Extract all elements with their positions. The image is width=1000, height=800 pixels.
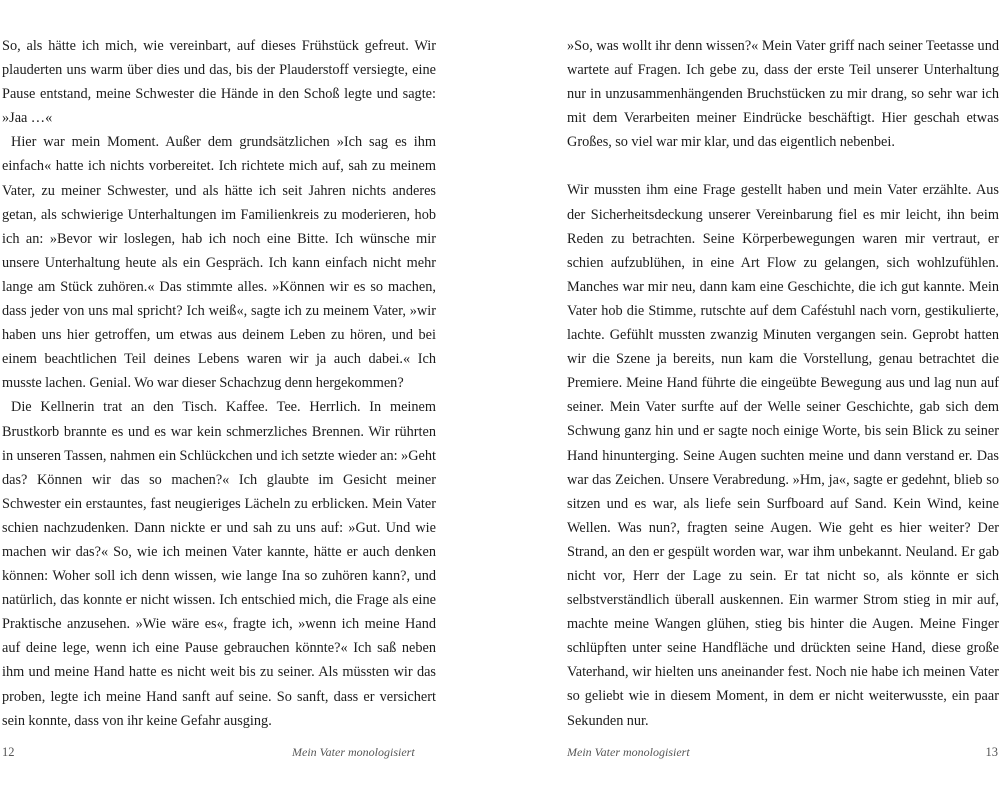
paragraph: Hier war mein Moment. Außer dem grundsätzlichen »Ich sag es ihm einfach« hatte ich nichts vorbereitet. Ich richtete mich auf, sah zu meinem Vater, zu meiner Schwester, und als hätte ich seit Jahren nichts anderes getan, als schwierige Unterhaltungen im Familienkreis zu moderieren, hob ich an: »Bevor wir loslegen, hab ich noch eine Bitte. Ich wünsche mir unsere Unterhaltung heute als ein Gespräch. Ich kann einfach nicht mehr lange am Stück zuhören.« Das stimmte alles. »Können wir es so machen, dass jeder von uns mal spricht? Ich weiß«, sagte ich zu meinem Vater, »wir haben uns hier getroffen, um etwas aus deinem Leben zu hören, und bei einem beachtlichen Teil deines Lebens waren wir ja auch dabei.« Ich musste lachen. Genial. Wo war dieser Schachzug denn hergekommen? [2, 134, 436, 392]
running-head: Mein Vater monologisiert [292, 745, 415, 759]
paragraph: »So, was wollt ihr denn wissen?« Mein Vater griff nach seiner Teetasse und wartete auf Fragen. Ich gebe zu, dass der erste Teil unserer Unterhaltung nur in unzusammenhängenden Bruchstücken zu mir drang, so sehr war ich mit dem Verarbeiten meiner Eindrücke beschäftigt. Hier geschah etwas Großes, so viel war mir klar, und das eigentlich nebenbei. [567, 38, 999, 151]
paragraph: Wir mussten ihm eine Frage gestellt haben und mein Vater erzählte. Aus der Sicherheitsdeckung unserer Vereinbarung fiel es mir leicht, ihn beim Reden zu betrachten. Seine Körperbewegungen waren mir vertraut, er schien aufzublühen, in eine Art Flow zu gelangen, sich wohlzufühlen. Manches war mir neu, dann kam eine Geschichte, die ich gut kannte. Mein Vater hob die Stimme, rutschte auf dem Caféstuhl nach vorn, gestikulierte, lachte. Gefühlt mussten zwanzig Minuten vergangen sein. Geprobt hatten wir die Szene ja bereits, nun kam die Vorstellung, genau betrachtet die Premiere. Meine Hand führte die eingeübte Bewegung aus und lag nun auf seiner. Mein Vater surfte auf der Welle seiner Geschichte, gab sich dem Schwung ganz hin und er sagte noch einige Worte, bis sein Blick zu seiner Hand hinunterging. Seine Augen suchten meine und dann verstand er. Das war das Zeichen. Unsere Verabredung. »Hm, ja«, sagte er gedehnt, blieb so sitzen und es war, als liefe sein Surfboard auf Sand. Kein Wind, keine Wellen. Was nun?, fragten seine Augen. Wie geht es hier weiter? Der Strand, an den er gespült worden war, war ihm unbekannt. Neuland. Er gab nicht vor, Herr der Lage zu sein. Er tat nicht so, als könnte er sich selbstverständlich überall auskennen. Ein warmer Strom stieg in mir auf, machte meine Wangen glühen, stieg bis hinter die Augen. Meine Finger schlüpften unter seine Handfläche und drückten seine Hand, diese große Vaterhand, wir hielten uns aneinander fest. Noch nie habe ich meinen Vater so geliebt wie in diesem Moment, in dem er nicht weiterwusste, ein paar Sekunden nur. [567, 182, 999, 729]
page-number: 12 [2, 745, 15, 759]
right-text-column [567, 34, 999, 733]
running-head: Mein Vater monologisiert [567, 745, 690, 759]
right-page [500, 0, 1000, 800]
page-number: 13 [985, 745, 998, 759]
left-text-column [2, 34, 436, 733]
paragraph: Die Kellnerin trat an den Tisch. Kaffee. Tee. Herrlich. In meinem Brustkorb brannte es und es war kein schmerzliches Brennen. Wir rührten in unseren Tassen, nahmen ein Schlückchen und ich setzte wieder an: »Geht das? Können wir das so machen?« Ich glaubte im Gesicht meiner Schwester ein erstauntes, fast neugieriges Lächeln zu erblicken. Mein Vater schien nachzudenken. Dann nickte er und sah zu uns auf: »Gut. Und wie machen wir das?« So, wie ich meinen Vater kannte, hätte er auch denken können: Woher soll ich denn wissen, wie lange Ina so zuhören kann?, und natürlich, das konnte er nicht wissen. Ich entschied mich, die Frage als eine Praktische anzusehen. »Wie wäre es«, fragte ich, »wenn ich meine Hand auf deine lege, wenn ich eine Pause gebrauchen könnte?« Ich saß neben ihm und meine Hand hatte es nicht weit bis zu seiner. Als müssten wir das proben, legte ich meine Hand sanft auf seine. So sanft, dass er versichert sein konnte, dass von ihr keine Gefahr ausging. [2, 399, 436, 729]
paragraph: So, als hätte ich mich, wie vereinbart, auf dieses Frühstück gefreut. Wir plauderten uns warm über dies und das, bis der Plauderstoff versiegte, eine Pause entstand, meine Schwester die Hände in den Schoß legte und sagte: »Jaa …« [2, 38, 436, 127]
